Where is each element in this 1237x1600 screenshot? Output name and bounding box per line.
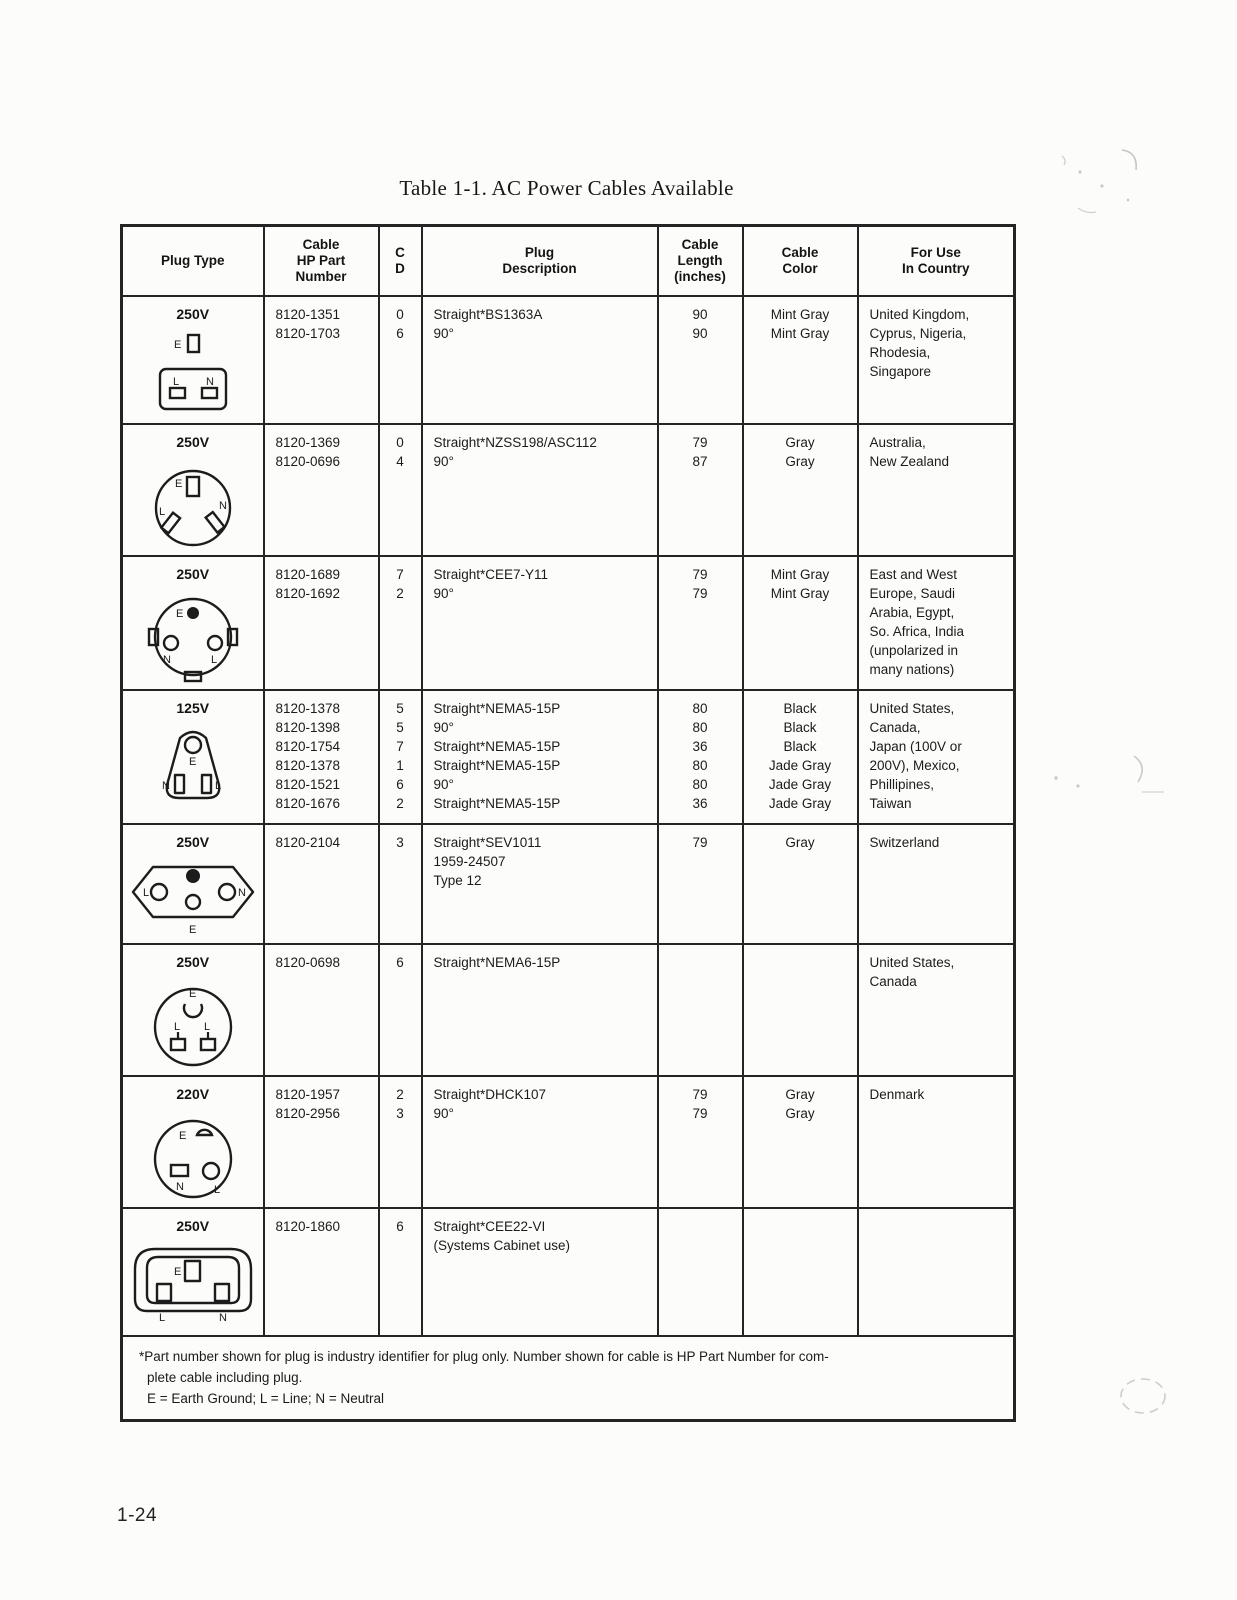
- cable-length-cell: [658, 690, 743, 824]
- cd-cell: [379, 296, 422, 424]
- col-header-for-use-in-country: [858, 226, 1015, 296]
- hp-part-number-cell-line: 8120-0698: [275, 954, 341, 970]
- cable-length-cell: [658, 944, 743, 1076]
- col-header-line: Length: [677, 252, 723, 268]
- hp-part-number-cell-line: 8120-1398: [275, 719, 341, 735]
- plug-description-cell-line: 90°: [433, 776, 454, 792]
- col-header-line: HP Part: [296, 252, 346, 268]
- cd-cell-line: 3: [396, 1105, 404, 1121]
- hp-part-number-cell-line: 8120-1689: [275, 566, 341, 582]
- hp-part-number-cell: [264, 296, 379, 424]
- svg-text:N: N: [218, 1311, 227, 1324]
- country-cell-line: New Zealand: [869, 453, 950, 469]
- col-header-cable-color: [743, 226, 858, 296]
- cd-cell-line: 2: [396, 585, 404, 601]
- col-header-line: In Country: [902, 260, 970, 276]
- country-cell-line: United States,: [869, 954, 955, 970]
- plug-description-cell-line: (Systems Cabinet use): [433, 1237, 571, 1253]
- cable-length-cell-line: 79: [692, 834, 708, 850]
- hp-part-number-cell-line: 8120-2956: [275, 1105, 341, 1121]
- cable-length-cell-line: 80: [692, 776, 708, 792]
- cable-color-cell: [743, 824, 858, 944]
- cd-cell-line: 0: [396, 306, 404, 322]
- cable-color-cell-line: Black: [783, 700, 817, 716]
- svg-text:L: L: [142, 886, 149, 899]
- svg-text:E: E: [173, 338, 182, 351]
- plug-description-cell: [422, 944, 658, 1076]
- cd-cell-line: 2: [396, 1086, 404, 1102]
- plug-description-cell-line: Straight*NEMA6-15P: [433, 954, 561, 970]
- country-cell-line: So. Africa, India: [869, 623, 965, 639]
- svg-text:L: L: [173, 1020, 180, 1033]
- footnote-line: *Part number shown for plug is industry identifier for plug only. Number shown for cable is HP Part Number for com-: [139, 1348, 829, 1364]
- svg-text:N: N: [161, 779, 170, 792]
- country-cell-line: United Kingdom,: [869, 306, 970, 322]
- hp-part-number-cell-line: 8120-1676: [275, 795, 341, 811]
- cable-color-cell-line: Jade Gray: [768, 776, 832, 792]
- col-header-line: Number: [295, 268, 347, 284]
- country-cell: [858, 1208, 1015, 1336]
- svg-text:E: E: [188, 923, 197, 936]
- plug-description-cell-line: Straight*DHCK107: [433, 1086, 547, 1102]
- cd-cell-line: 5: [396, 700, 404, 716]
- table-row: [122, 824, 1015, 944]
- country-cell-line: Australia,: [869, 434, 926, 450]
- plug-voltage: 250V: [176, 305, 210, 322]
- hp-part-number-cell: [264, 944, 379, 1076]
- scan-artifact: [1038, 748, 1168, 808]
- svg-text:L: L: [213, 1183, 220, 1196]
- hp-part-number-cell-line: 8120-1378: [275, 757, 341, 773]
- plug-description-cell-line: 90°: [433, 1105, 454, 1121]
- plug-description-cell-line: 90°: [433, 585, 454, 601]
- cable-length-cell: [658, 824, 743, 944]
- country-cell: [858, 556, 1015, 690]
- cd-cell-line: 6: [396, 1218, 404, 1234]
- col-header-plug-type: [122, 226, 264, 296]
- cable-length-cell-line: 90: [692, 306, 708, 322]
- header-row: [122, 226, 1015, 296]
- plug-description-cell-line: 90°: [433, 719, 454, 735]
- cable-color-cell-line: Mint Gray: [770, 566, 830, 582]
- plug-description-cell: [422, 424, 658, 556]
- svg-text:L: L: [210, 653, 217, 666]
- country-cell-line: 200V), Mexico,: [869, 757, 960, 773]
- country-cell-line: East and West: [869, 566, 958, 582]
- col-header-line: Plug: [524, 244, 555, 260]
- plug-description-cell-line: 1959-24507: [433, 853, 506, 869]
- col-header-line: D: [395, 260, 405, 276]
- country-cell-line: Denmark: [869, 1086, 925, 1102]
- table-row: [122, 424, 1015, 556]
- country-cell-line: Phillipines,: [869, 776, 935, 792]
- hp-part-number-cell-line: 8120-1860: [275, 1218, 341, 1234]
- plug-voltage: 250V: [176, 1217, 210, 1234]
- hp-part-number-cell: [264, 824, 379, 944]
- plug-voltage: 220V: [176, 1085, 210, 1102]
- col-header-plug-description: [422, 226, 658, 296]
- country-cell: [858, 690, 1015, 824]
- plug-type-cell: [122, 944, 264, 1076]
- svg-text:L: L: [158, 1311, 165, 1324]
- cable-color-cell: [743, 690, 858, 824]
- cd-cell-line: 1: [396, 757, 404, 773]
- svg-text:E: E: [173, 1265, 182, 1278]
- table-row: [122, 690, 1015, 824]
- cable-length-cell-line: 79: [692, 1105, 708, 1121]
- plug-voltage: 250V: [176, 953, 210, 970]
- country-cell-line: Rhodesia,: [869, 344, 931, 360]
- table-footnote: [122, 1336, 1015, 1421]
- denmark-dhck107-plug-icon: [125, 1109, 261, 1201]
- cable-color-cell-line: Gray: [785, 1105, 815, 1121]
- plug-voltage: 250V: [176, 433, 210, 450]
- table-row: [122, 1076, 1015, 1208]
- scan-artifact: [1108, 1368, 1178, 1424]
- country-cell-line: (unpolarized in: [869, 642, 959, 658]
- footnote-line: plete cable including plug.: [147, 1369, 303, 1385]
- plug-description-cell: [422, 296, 658, 424]
- footnote-legend: E = Earth Ground; L = Line; N = Neutral: [147, 1390, 385, 1406]
- plug-description-cell-line: Straight*NEMA5-15P: [433, 738, 561, 754]
- cable-length-cell: [658, 556, 743, 690]
- hp-part-number-cell-line: 8120-2104: [275, 834, 341, 850]
- cable-color-cell-line: Gray: [785, 434, 815, 450]
- hp-part-number-cell-line: 8120-1521: [275, 776, 341, 792]
- cable-color-cell-line: Jade Gray: [768, 795, 832, 811]
- cable-color-cell-line: Mint Gray: [770, 306, 830, 322]
- country-cell-line: Switzerland: [869, 834, 940, 850]
- cable-length-cell-line: 80: [692, 757, 708, 773]
- australia-nzss198-plug-icon: [125, 457, 261, 549]
- col-header-line: Cable: [681, 236, 719, 252]
- cd-cell-line: 7: [396, 738, 404, 754]
- plug-voltage: 250V: [176, 833, 210, 850]
- page-number: 1-24: [117, 1505, 158, 1526]
- scan-artifact: [1050, 142, 1150, 226]
- plug-voltage: 125V: [176, 699, 210, 716]
- cable-color-cell-line: Gray: [785, 1086, 815, 1102]
- hp-part-number-cell-line: 8120-1957: [275, 1086, 341, 1102]
- hp-part-number-cell: [264, 556, 379, 690]
- country-cell: [858, 944, 1015, 1076]
- country-cell-line: Canada: [869, 973, 917, 989]
- svg-text:N: N: [218, 499, 227, 512]
- svg-text:N: N: [205, 375, 214, 388]
- cable-color-cell-line: Mint Gray: [770, 325, 830, 341]
- cd-cell-line: 4: [396, 453, 404, 469]
- cable-length-cell-line: 87: [692, 453, 708, 469]
- cd-cell-line: 5: [396, 719, 404, 735]
- footnote-row: [122, 1336, 1015, 1421]
- cable-color-cell-line: Gray: [785, 834, 815, 850]
- country-cell-line: Cyprus, Nigeria,: [869, 325, 967, 341]
- svg-text:L: L: [214, 779, 221, 792]
- cable-length-cell-line: 79: [692, 434, 708, 450]
- col-header-hp-part-number: [264, 226, 379, 296]
- cable-length-cell-line: 79: [692, 1086, 708, 1102]
- cable-length-cell: [658, 1076, 743, 1208]
- cable-color-cell-line: Black: [783, 738, 817, 754]
- cable-table-body: [122, 296, 1015, 1336]
- country-cell: [858, 1076, 1015, 1208]
- cd-cell: [379, 690, 422, 824]
- country-cell-line: United States,: [869, 700, 955, 716]
- country-cell-line: Europe, Saudi: [869, 585, 956, 601]
- cd-cell: [379, 556, 422, 690]
- country-cell: [858, 424, 1015, 556]
- plug-description-cell-line: Type 12: [433, 872, 482, 888]
- cd-cell: [379, 1076, 422, 1208]
- cable-length-cell: [658, 1208, 743, 1336]
- europe-cee7-plug-icon: [125, 589, 261, 683]
- plug-description-cell-line: Straight*NEMA5-15P: [433, 700, 561, 716]
- svg-text:E: E: [188, 755, 197, 768]
- plug-type-cell: [122, 556, 264, 690]
- svg-text:N: N: [162, 653, 171, 666]
- cable-length-cell-line: 79: [692, 585, 708, 601]
- hp-part-number-cell-line: 8120-1369: [275, 434, 341, 450]
- cable-length-cell-line: 80: [692, 700, 708, 716]
- plug-type-cell: [122, 296, 264, 424]
- table-row: [122, 1208, 1015, 1336]
- table-row: [122, 556, 1015, 690]
- col-header-line: Plug Type: [160, 252, 225, 268]
- svg-text:L: L: [158, 505, 165, 518]
- cee22-vi-connector-plug-icon: [125, 1241, 261, 1329]
- country-cell-line: Japan (100V or: [869, 738, 962, 754]
- hp-part-number-cell-line: 8120-1692: [275, 585, 341, 601]
- svg-text:E: E: [174, 477, 183, 490]
- plug-type-cell: [122, 824, 264, 944]
- plug-description-cell-line: Straight*CEE7-Y11: [433, 566, 549, 582]
- col-header-cable-length: [658, 226, 743, 296]
- col-header-line: C: [395, 244, 405, 260]
- svg-text:L: L: [203, 1020, 210, 1033]
- cd-cell-line: 3: [396, 834, 404, 850]
- hp-part-number-cell-line: 8120-1351: [275, 306, 341, 322]
- svg-text:N: N: [237, 886, 246, 899]
- country-cell-line: Canada,: [869, 719, 921, 735]
- country-cell: [858, 296, 1015, 424]
- plug-type-cell: [122, 1076, 264, 1208]
- plug-description-cell-line: Straight*NEMA5-15P: [433, 795, 561, 811]
- cable-color-cell-line: Gray: [785, 453, 815, 469]
- plug-description-cell: [422, 556, 658, 690]
- hp-part-number-cell: [264, 1208, 379, 1336]
- plug-description-cell-line: Straight*CEE22-VI: [433, 1218, 546, 1234]
- plug-description-cell-line: Straight*BS1363A: [433, 306, 543, 322]
- col-header-line: (inches): [674, 268, 726, 284]
- plug-type-cell: [122, 424, 264, 556]
- cd-cell-line: 6: [396, 776, 404, 792]
- us-nema5-plug-icon: [125, 723, 261, 805]
- hp-part-number-cell-line: 8120-0696: [275, 453, 341, 469]
- hp-part-number-cell-line: 8120-1703: [275, 325, 341, 341]
- plug-description-cell: [422, 1076, 658, 1208]
- country-cell: [858, 824, 1015, 944]
- col-header-line: For Use: [910, 244, 961, 260]
- col-header-line: Cable: [302, 236, 340, 252]
- cable-length-cell-line: 90: [692, 325, 708, 341]
- cd-cell-line: 6: [396, 325, 404, 341]
- page-title: Table 1-1. AC Power Cables Available: [399, 176, 734, 200]
- table-row: [122, 944, 1015, 1076]
- power-cables-table: [120, 224, 1016, 1422]
- cd-cell: [379, 424, 422, 556]
- nema6-15p-plug-icon: [125, 977, 261, 1069]
- svg-text:N: N: [175, 1180, 184, 1193]
- cable-color-cell: [743, 944, 858, 1076]
- hp-part-number-cell: [264, 690, 379, 824]
- plug-description-cell-line: 90°: [433, 453, 454, 469]
- cd-cell-line: 7: [396, 566, 404, 582]
- country-cell-line: Singapore: [869, 363, 932, 379]
- cable-color-cell: [743, 556, 858, 690]
- col-header-line: Cable: [781, 244, 819, 260]
- svg-text:E: E: [178, 1129, 187, 1142]
- svg-text:E: E: [188, 987, 197, 1000]
- plug-type-cell: [122, 1208, 264, 1336]
- cable-color-cell-line: Mint Gray: [770, 585, 830, 601]
- cable-length-cell: [658, 424, 743, 556]
- hp-part-number-cell: [264, 1076, 379, 1208]
- cable-color-cell-line: Black: [783, 719, 817, 735]
- plug-description-cell-line: Straight*SEV1011: [433, 834, 542, 850]
- cable-length-cell-line: 36: [692, 795, 708, 811]
- country-cell-line: Taiwan: [869, 795, 912, 811]
- plug-voltage: 250V: [176, 565, 210, 582]
- cd-cell-line: 0: [396, 434, 404, 450]
- swiss-sev1011-plug-icon: [125, 857, 261, 937]
- cable-color-cell: [743, 296, 858, 424]
- uk-bs1363a-plug-icon: [125, 329, 261, 417]
- country-cell-line: many nations): [869, 661, 955, 677]
- cd-cell-line: 6: [396, 954, 404, 970]
- col-header-line: Description: [502, 260, 577, 276]
- svg-text:L: L: [172, 375, 179, 388]
- plug-description-cell: [422, 690, 658, 824]
- cd-cell: [379, 944, 422, 1076]
- col-header-line: Color: [782, 260, 818, 276]
- cable-color-cell: [743, 1208, 858, 1336]
- cd-cell-line: 2: [396, 795, 404, 811]
- cd-cell: [379, 1208, 422, 1336]
- country-cell-line: Arabia, Egypt,: [869, 604, 955, 620]
- plug-description-cell: [422, 1208, 658, 1336]
- plug-type-cell: [122, 690, 264, 824]
- hp-part-number-cell: [264, 424, 379, 556]
- col-header-cd: [379, 226, 422, 296]
- table-row: [122, 296, 1015, 424]
- plug-description-cell-line: Straight*NZSS198/ASC112: [433, 434, 597, 450]
- cable-length-cell-line: 36: [692, 738, 708, 754]
- cable-color-cell-line: Jade Gray: [768, 757, 832, 773]
- cable-color-cell: [743, 1076, 858, 1208]
- plug-description-cell-line: 90°: [433, 325, 454, 341]
- hp-part-number-cell-line: 8120-1378: [275, 700, 341, 716]
- plug-description-cell: [422, 824, 658, 944]
- hp-part-number-cell-line: 8120-1754: [275, 738, 341, 754]
- cd-cell: [379, 824, 422, 944]
- cable-length-cell: [658, 296, 743, 424]
- cable-color-cell: [743, 424, 858, 556]
- svg-text:E: E: [175, 607, 184, 620]
- plug-description-cell-line: Straight*NEMA5-15P: [433, 757, 561, 773]
- cable-length-cell-line: 80: [692, 719, 708, 735]
- cable-length-cell-line: 79: [692, 566, 708, 582]
